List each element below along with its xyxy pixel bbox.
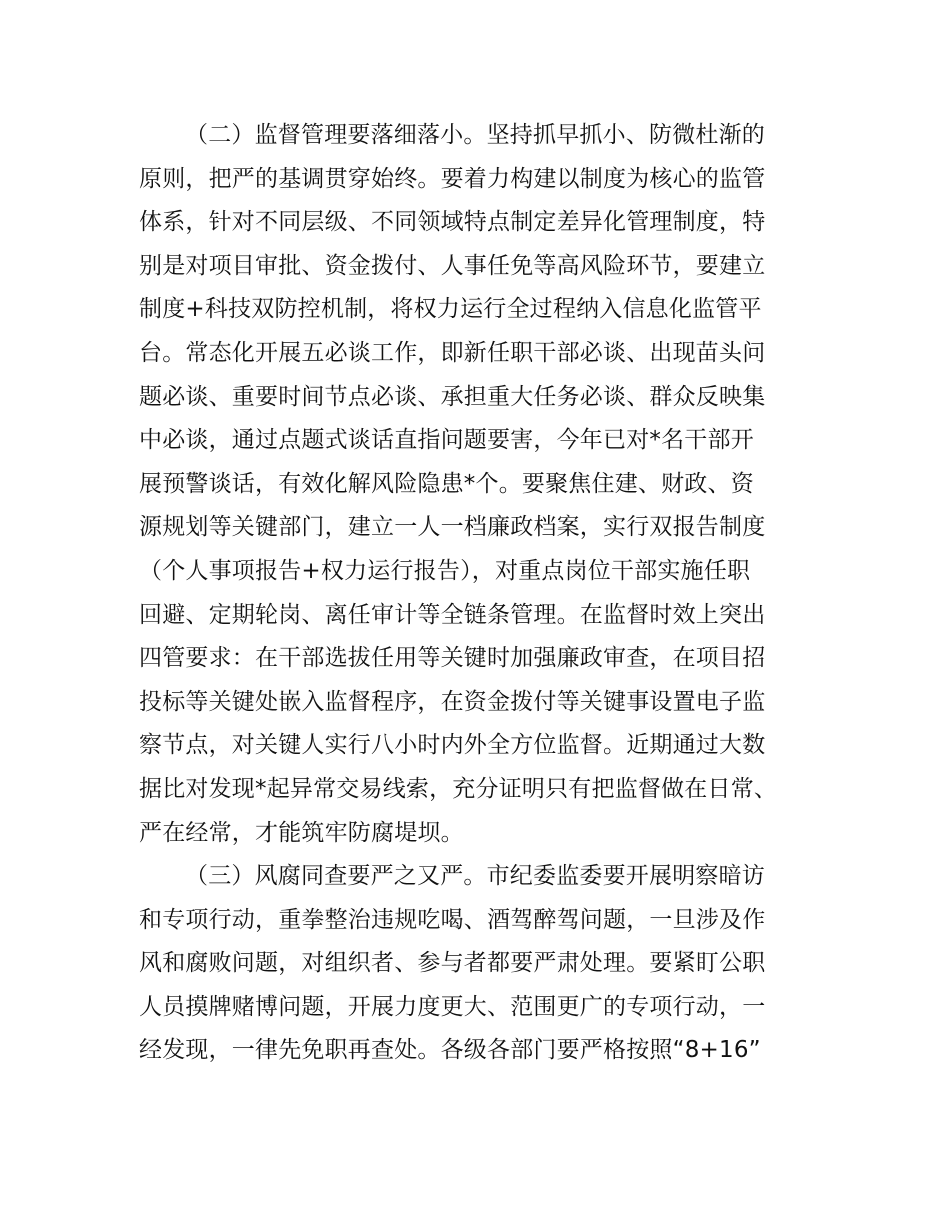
paragraph-line: 投标等关键处嵌入监督程序，在资金拨付等关键事设置电子监	[139, 688, 766, 715]
paragraph-line: 据比对发现*起异常交易线索，充分证明只有把监督做在日常、	[139, 775, 778, 802]
paragraph-line: 别是对项目审批、资金拨付、人事任免等高风险环节，要建立	[139, 252, 766, 279]
paragraph-line: 经发现，一律先免职再查处。各级各部门要严格按照“8+16”	[139, 1037, 761, 1064]
paragraph-line: 制度+科技双防控机制，将权力运行全过程纳入信息化监管平	[139, 296, 762, 323]
paragraph-line: 风和腐败问题，对组织者、参与者都要严肃处理。要紧盯公职	[139, 950, 766, 977]
paragraph-line: （二）监督管理要落细落小。坚持抓早抓小、防微杜渐的	[185, 122, 765, 148]
paragraph-2	[139, 114, 819, 855]
paragraph-line: （个人事项报告+权力运行报告），对重点岗位干部实施任职	[139, 557, 751, 584]
paragraph-line: 展预警谈话，有效化解风险隐患*个。要聚焦住建、财政、资	[139, 470, 754, 497]
paragraph-line: 原则，把严的基调贯穿始终。要着力构建以制度为核心的监管	[139, 165, 766, 192]
paragraph-line: 源规划等关键部门，建立一人一档廉政档案，实行双报告制度	[139, 514, 766, 541]
paragraph-line: 和专项行动，重拳整治违规吃喝、酒驾醉驾问题，一旦涉及作	[139, 906, 766, 933]
paragraph-line: 台。常态化开展五必谈工作，即新任职干部必谈、出现苗头问	[139, 339, 766, 366]
paragraph-line: 人员摸牌赌博问题，开展力度更大、范围更广的专项行动，一	[139, 993, 766, 1020]
paragraph-line: 四管要求：在干部选拔任用等关键时加强廉政审查，在项目招	[139, 645, 766, 672]
paragraph-line: 体系，针对不同层级、不同领域特点制定差异化管理制度，特	[139, 209, 766, 236]
paragraph-line: 严在经常，才能筑牢防腐堤坝。	[139, 819, 464, 846]
paragraph-line: 中必谈，通过点题式谈话直指问题要害，今年已对*名干部开	[139, 427, 754, 454]
paragraph-line: 题必谈、重要时间节点必谈、承担重大任务必谈、群众反映集	[139, 383, 766, 410]
paragraph-line: （三）风腐同查要严之又严。市纪委监委要开展明察暗访	[185, 863, 765, 890]
paragraph-line: 察节点，对关键人实行八小时内外全方位监督。近期通过大数	[139, 732, 766, 759]
paragraph-line: 回避、定期轮岗、离任审计等全链条管理。在监督时效上突出	[139, 601, 766, 628]
paragraph-3	[139, 855, 819, 1073]
document-body	[139, 114, 819, 1073]
